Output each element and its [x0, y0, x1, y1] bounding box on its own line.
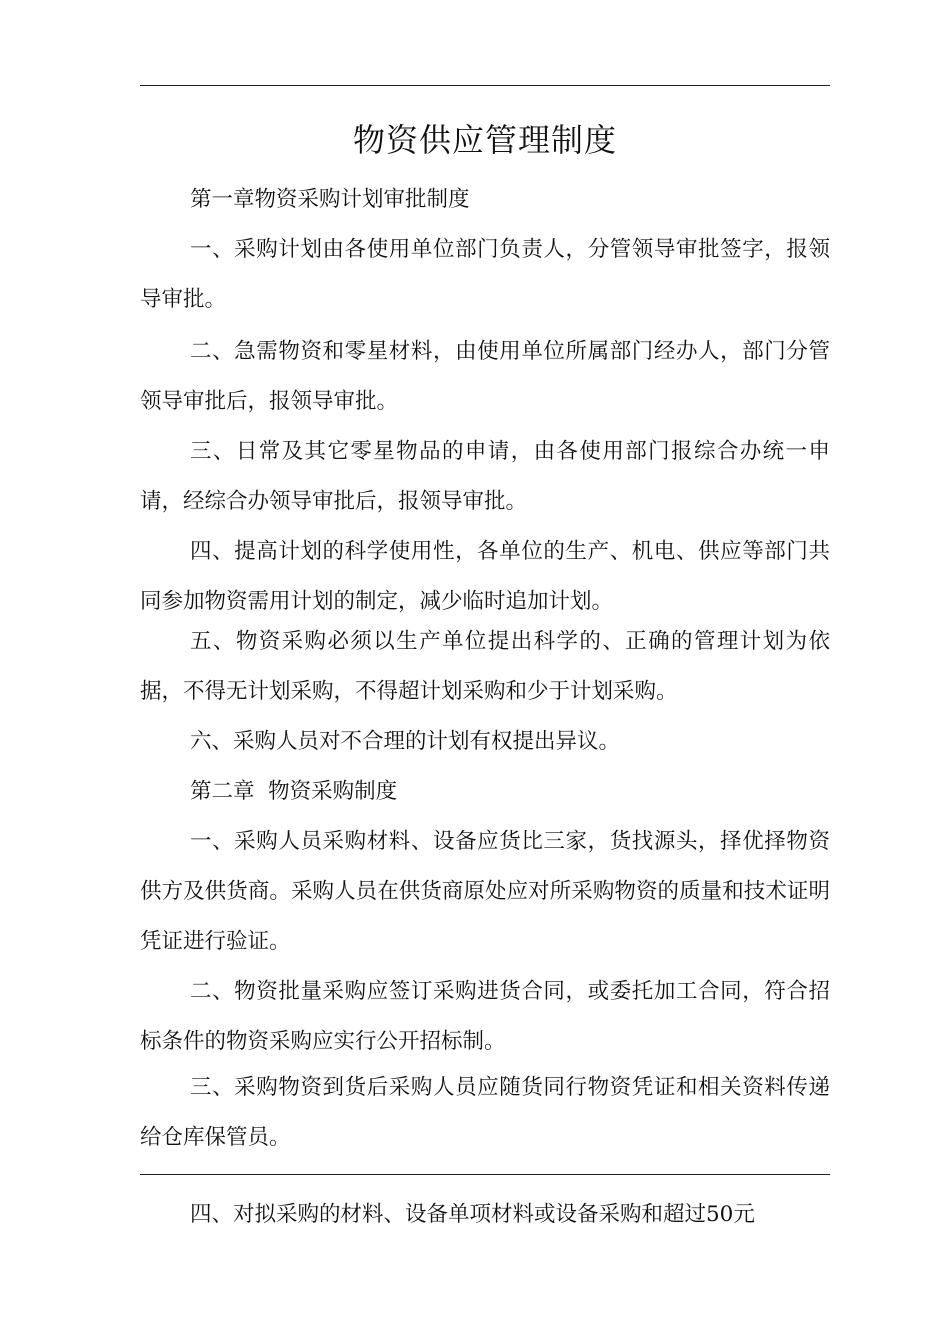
header-rule	[140, 85, 830, 86]
paragraph-1-5: 五、物资采购必须以生产单位提出科学的、正确的管理计划为依据，不得无计划采购，不得超计划采购和少于计划采购。	[140, 629, 830, 704]
paragraph-2-2: 二、物资批量采购应签订采购进货合同，或委托加工合同，符合招标条件的物资采购应实行公开招标制。	[140, 979, 830, 1054]
paragraph-2-1: 一、采购人员采购材料、设备应货比三家，货找源头，择优择物资供方及供货商。采购人员在供货商原处应对所采购物资的质量和技术证明凭证进行验证。	[140, 829, 830, 954]
chapter-1-heading: 第一章物资采购计划审批制度	[190, 187, 470, 212]
paragraph-1-4: 四、提高计划的科学使用性，各单位的生产、机电、供应等部门共同参加物资需用计划的制定，减少临时追加计划。	[140, 539, 830, 614]
next-page-paragraph: 四、对拟采购的材料、设备单项材料或设备采购和超过50元	[190, 1202, 755, 1227]
footer-rule	[140, 1174, 830, 1175]
document-title: 物资供应管理制度	[352, 121, 617, 159]
paragraph-1-6: 六、采购人员对不合理的计划有权提出异议。	[190, 729, 621, 754]
paragraph-2-3: 三、采购物资到货后采购人员应随货同行物资凭证和相关资料传递给仓库保管员。	[140, 1075, 830, 1150]
paragraph-1-2: 二、急需物资和零星材料，由使用单位所属部门经办人，部门分管领导审批后，报领导审批。	[140, 339, 830, 414]
paragraph-1-3: 三、日常及其它零星物品的申请，由各使用部门报综合办统一申请，经综合办领导审批后，报领导审批。	[140, 439, 830, 514]
chapter-2-heading: 第二章 物资采购制度	[190, 779, 398, 804]
paragraph-1-1: 一、采购计划由各使用单位部门负责人，分管领导审批签字，报领导审批。	[140, 237, 830, 312]
